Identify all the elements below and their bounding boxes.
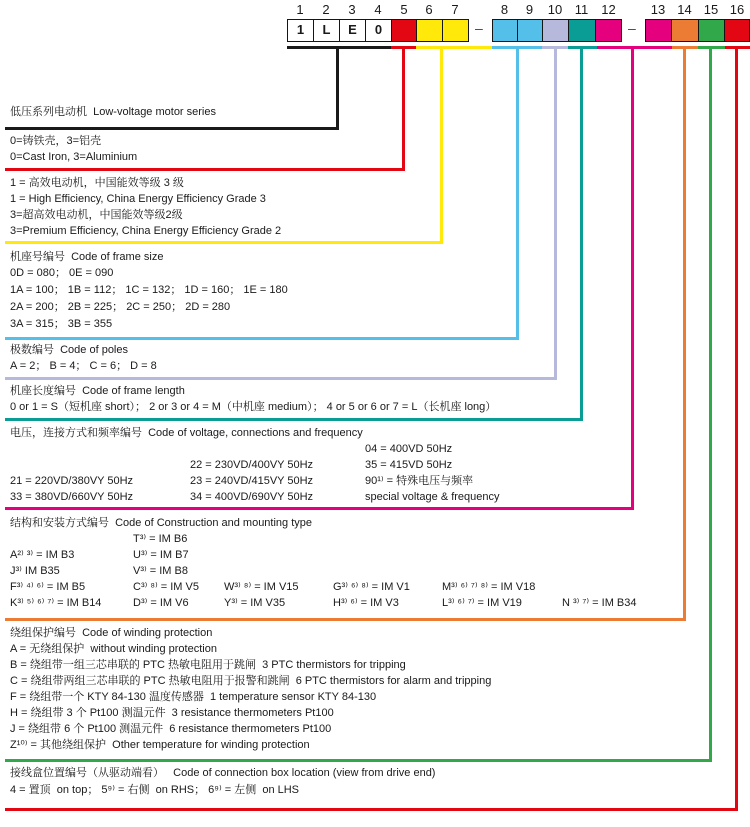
drop-line-frame-size — [516, 46, 519, 340]
bus-segment-winding — [698, 46, 725, 49]
bus-segment-connection — [725, 46, 750, 49]
construction-cell: A²⁾ ³⁾ = IM B3 — [10, 549, 75, 561]
underline-connection — [5, 808, 738, 811]
underline-housing — [5, 168, 405, 171]
winding-line: A = 无绕组保护 without winding protection — [10, 643, 217, 655]
code-box-6 — [416, 19, 443, 42]
code-box-13 — [645, 19, 672, 42]
housing-line: 0=Cast Iron, 3=Aluminium — [10, 151, 138, 163]
position-number-6: 6 — [425, 2, 433, 17]
winding-line: Z¹⁰⁾ = 其他绕组保护 Other temperature for winding protection — [10, 739, 310, 751]
construction-cell: K³⁾ ⁵⁾ ⁶⁾ ⁷⁾ = IM B14 — [10, 597, 102, 609]
construction-cell: U³⁾ = IM B7 — [133, 549, 189, 561]
position-number-11: 11 — [574, 2, 589, 17]
code-box-4: 0 — [365, 19, 392, 42]
construction-cell: C³⁾ ⁸⁾ = IM V5 — [133, 581, 199, 593]
voltage-cell: 23 = 240VD/415VY 50Hz — [190, 475, 314, 487]
underline-frame-size — [5, 337, 519, 340]
bus-segment-series — [287, 46, 391, 49]
construction-cell: L³⁾ ⁶⁾ ⁷⁾ = IM V19 — [442, 597, 522, 609]
voltage-cell: 04 = 400VD 50Hz — [365, 443, 453, 455]
underline-voltage — [5, 507, 634, 510]
position-number-8: 8 — [500, 2, 509, 17]
connection-box-title: 接线盒位置编号（从驱动端看） Code of connection box location (view from drive end) — [10, 767, 436, 779]
series-title: 低压系列电动机 Low-voltage motor series — [10, 106, 216, 118]
underline-construction — [5, 618, 686, 621]
underline-series — [5, 127, 339, 130]
winding-title: 绕组保护编号 Code of winding protection — [10, 627, 213, 639]
construction-cell: H³⁾ ⁶⁾ = IM V3 — [333, 597, 399, 609]
winding-line: J = 绕组带 6 个 Pt100 测温元件 6 resistance thermometers Pt100 — [10, 723, 332, 735]
code-box-7 — [442, 19, 469, 42]
voltage-cell: 22 = 230VD/400VY 50Hz — [190, 459, 314, 471]
voltage-title: 电压，连接方式和频率编号 Code of voltage, connections and frequency — [10, 427, 363, 439]
bus-segment-frame-length — [568, 46, 597, 49]
code-box-2: L — [313, 19, 340, 42]
code-box-11 — [568, 19, 596, 42]
drop-line-winding — [709, 46, 712, 762]
frame-length-title: 机座长度编号 Code of frame length — [10, 385, 185, 397]
code-box-9 — [517, 19, 543, 42]
frame-size-line: 1A = 100； 1B = 112； 1C = 132； 1D = 160； 1E = 180 — [10, 284, 288, 296]
position-number-2: 2 — [322, 2, 330, 17]
drop-line-connection — [735, 46, 738, 811]
voltage-cell: 34 = 400VD/690VY 50Hz — [190, 491, 314, 503]
code-box-3: E — [339, 19, 366, 42]
voltage-cell: special voltage & frequency — [365, 491, 500, 503]
underline-frame-length — [5, 418, 583, 421]
position-number-3: 3 — [348, 2, 356, 17]
underline-winding — [5, 759, 712, 762]
efficiency-line: 1 = High Efficiency, China Energy Efficiency Grade 3 — [10, 193, 266, 205]
drop-line-housing — [402, 46, 405, 171]
position-number-13: 13 — [650, 2, 666, 17]
bus-segment-voltage — [597, 46, 672, 49]
poles-line: A = 2； B = 4； C = 6； D = 8 — [10, 360, 157, 372]
drop-line-construction — [683, 46, 686, 621]
winding-line: H = 绕组带 3 个 Pt100 测温元件 3 resistance thermometers Pt100 — [10, 707, 334, 719]
poles-title: 极数编号 Code of poles — [10, 344, 128, 356]
housing-line: 0=铸铁壳，3=铝壳 — [10, 135, 102, 147]
construction-cell: W³⁾ ⁸⁾ = IM V15 — [224, 581, 299, 593]
code-box-16 — [724, 19, 750, 42]
underline-poles — [5, 377, 557, 380]
code-box-8 — [492, 19, 518, 42]
frame-size-line: 2A = 200； 2B = 225； 2C = 250； 2D = 280 — [10, 301, 231, 313]
bus-segment-efficiency — [416, 46, 492, 49]
code-group-separator-1: – — [475, 20, 483, 36]
voltage-cell: 90¹⁾ = 特殊电压与频率 — [365, 475, 474, 487]
position-number-4: 4 — [374, 2, 382, 17]
voltage-cell: 33 = 380VD/660VY 50Hz — [10, 491, 134, 503]
drop-line-voltage — [631, 46, 634, 510]
winding-line: B = 绕组带一组三芯串联的 PTC 热敏电阻用于跳闸 3 PTC thermistors for tripping — [10, 659, 406, 671]
drop-line-series — [336, 46, 339, 129]
code-box-1: 1 — [287, 19, 314, 42]
frame-size-line: 3A = 315； 3B = 355 — [10, 318, 113, 330]
winding-line: F = 绕组带一个 KTY 84-130 温度传感器 1 temperature sensor KTY 84-130 — [10, 691, 377, 703]
code-box-5 — [391, 19, 417, 42]
efficiency-line: 1 = 高效电动机，中国能效等级 3 级 — [10, 177, 184, 189]
position-number-15: 15 — [703, 2, 719, 17]
drop-line-frame-length — [580, 46, 583, 421]
position-number-12: 12 — [601, 2, 616, 17]
code-box-14 — [671, 19, 699, 42]
construction-cell: D³⁾ = IM V6 — [133, 597, 189, 609]
construction-cell: M³⁾ ⁶⁾ ⁷⁾ ⁸⁾ = IM V18 — [442, 581, 536, 593]
position-number-9: 9 — [525, 2, 534, 17]
drop-line-poles — [554, 46, 557, 380]
construction-cell: V³⁾ = IM B8 — [133, 565, 188, 577]
frame-size-title: 机座号编号 Code of frame size — [10, 251, 164, 263]
position-number-5: 5 — [400, 2, 408, 17]
construction-cell: J³⁾ IM B35 — [10, 565, 60, 577]
code-box-15 — [698, 19, 725, 42]
frame-size-line: 0D = 080； 0E = 090 — [10, 267, 114, 279]
frame-length-line: 0 or 1 = S（短机座 short）； 2 or 3 or 4 = M（中机座 medium）； 4 or 5 or 6 or 7 = L（长机座 long） — [10, 401, 497, 413]
position-number-14: 14 — [677, 2, 692, 17]
construction-cell: T³⁾ = IM B6 — [133, 533, 188, 545]
voltage-cell: 35 = 415VD 50Hz — [365, 459, 453, 471]
position-number-1: 1 — [296, 2, 304, 17]
code-group-separator-2: – — [628, 20, 636, 36]
construction-title: 结构和安装方式编号 Code of Construction and mounting type — [10, 517, 313, 529]
construction-cell: Y³⁾ = IM V35 — [224, 597, 286, 609]
position-number-7: 7 — [451, 2, 459, 17]
winding-line: C = 绕组带两组三芯串联的 PTC 热敏电阻用于报警和跳闸 6 PTC thermistors for alarm and tripping — [10, 675, 492, 687]
construction-cell: N ³⁾ ⁷⁾ = IM B34 — [562, 597, 637, 609]
drop-line-efficiency — [440, 46, 443, 244]
voltage-cell: 21 = 220VD/380VY 50Hz — [10, 475, 134, 487]
code-box-10 — [542, 19, 569, 42]
connection-box-line: 4 = 置顶 on top； 5⁹⁾ = 右侧 on RHS； 6⁹⁾ = 左侧 on LHS — [10, 784, 300, 796]
position-number-16: 16 — [729, 2, 745, 17]
construction-cell: F³⁾ ⁴⁾ ⁶⁾ = IM B5 — [10, 581, 86, 593]
position-number-10: 10 — [547, 2, 563, 17]
efficiency-line: 3=Premium Efficiency, China Energy Efficiency Grade 2 — [10, 225, 282, 237]
construction-cell: G³⁾ ⁶⁾ ⁸⁾ = IM V1 — [333, 581, 410, 593]
code-box-12 — [595, 19, 622, 42]
underline-efficiency — [5, 241, 443, 244]
efficiency-line: 3=超高效电动机，中国能效等级2级 — [10, 209, 183, 221]
